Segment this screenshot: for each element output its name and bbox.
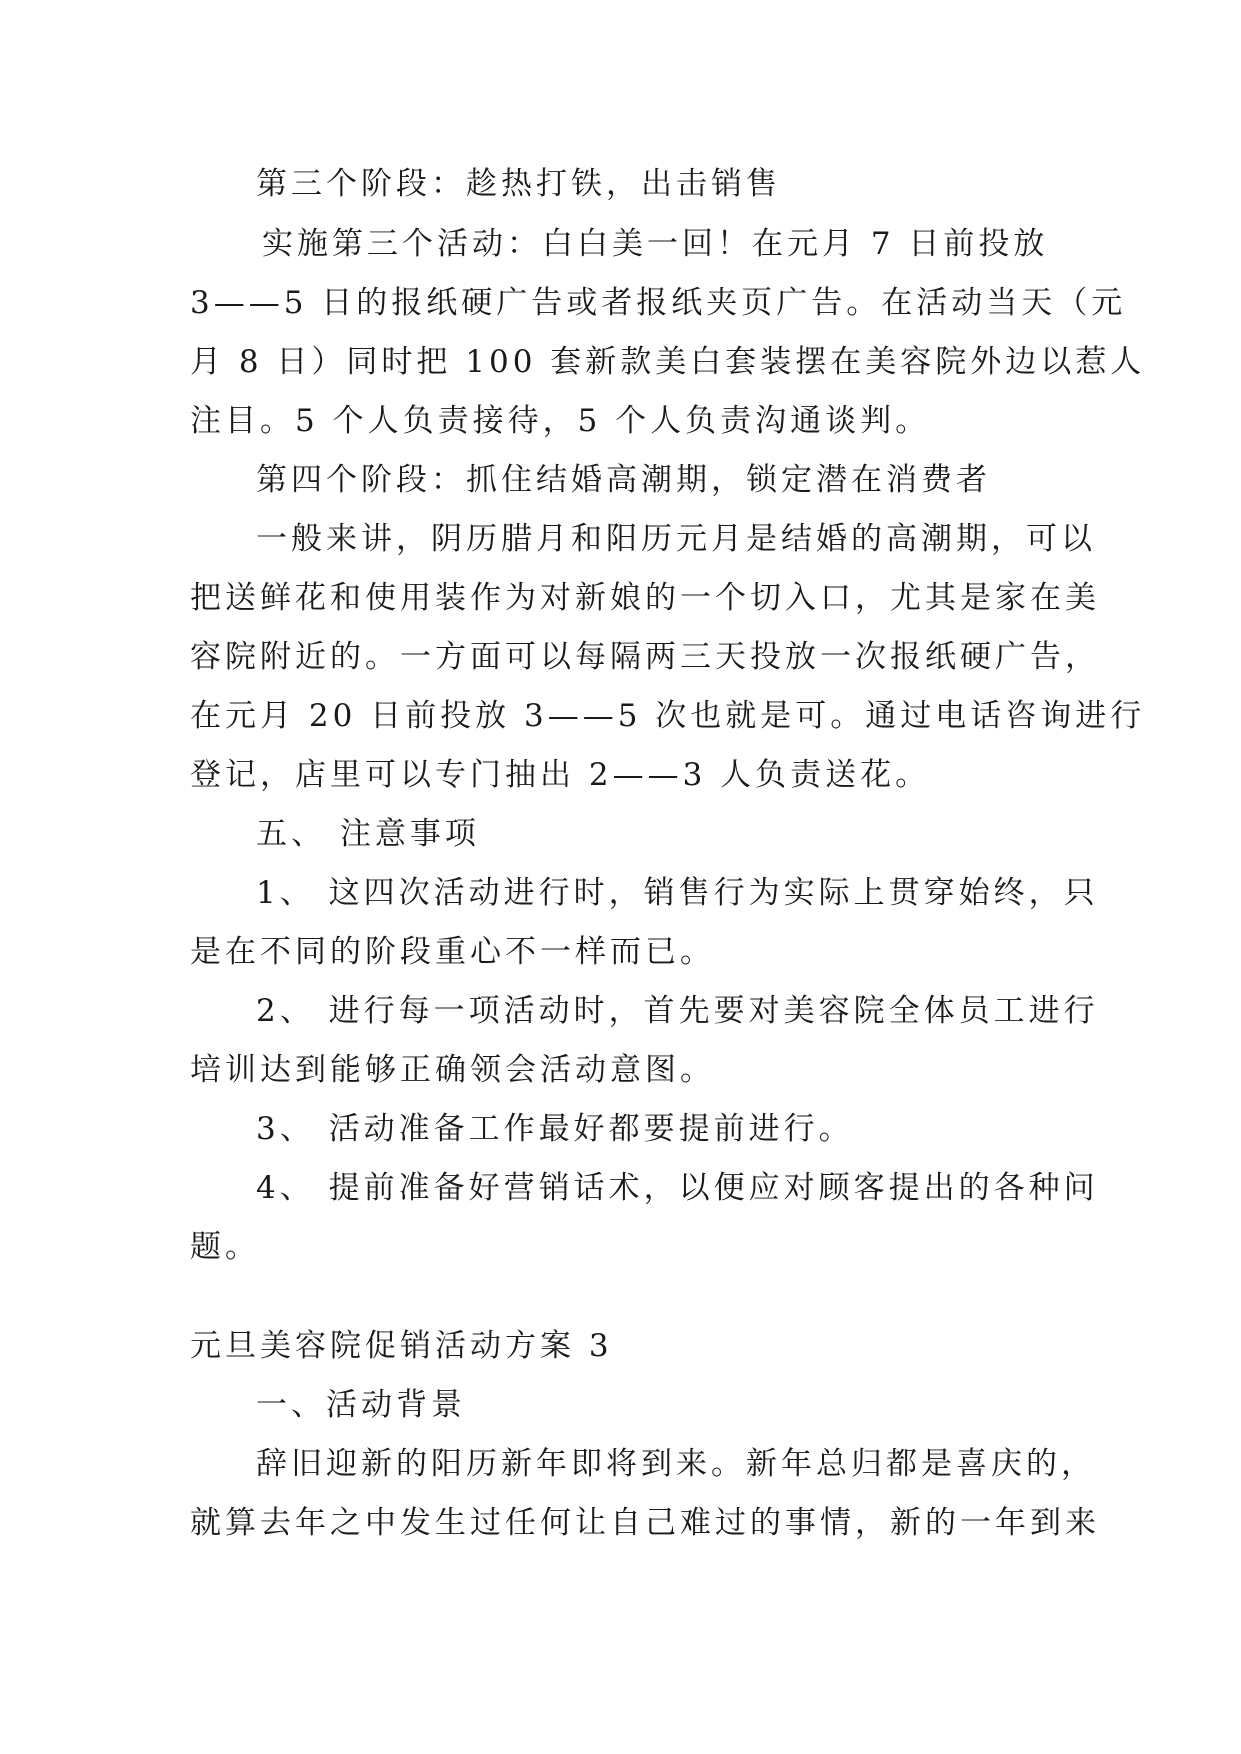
heading-stage-three: 第三个阶段：趁热打铁，出击销售 [256, 166, 781, 202]
list-item: 4、 提前准备好营销话术，以便应对顾客提出的各种问 [256, 1170, 1099, 1206]
list-item-continuation: 是在不同的阶段重心不一样而已。 [190, 934, 715, 970]
paragraph-line: 一般来讲，阴历腊月和阳历元月是结婚的高潮期，可以 [256, 521, 1096, 557]
paragraph-line: 辞旧迎新的阳历新年即将到来。新年总归都是喜庆的， [256, 1446, 1096, 1482]
list-item-continuation: 题。 [190, 1229, 260, 1265]
paragraph-line: 月 8 日）同时把 100 套新款美白套装摆在美容院外边以惹人 [190, 344, 1146, 380]
heading-notes: 五、 注意事项 [256, 816, 480, 852]
paragraph-line: 容院附近的。一方面可以每隔两三天投放一次报纸硬广告， [190, 639, 1100, 675]
paragraph-line: 注目。5 个人负责接待，5 个人负责沟通谈判。 [190, 403, 931, 439]
list-item: 2、 进行每一项活动时，首先要对美容院全体员工进行 [256, 993, 1099, 1029]
section-title: 元旦美容院促销活动方案 3 [190, 1328, 613, 1364]
paragraph-line: 3——5 日的报纸硬广告或者报纸夹页广告。在活动当天（元 [190, 285, 1127, 321]
paragraph-line: 就算去年之中发生过任何让自己难过的事情，新的一年到来 [190, 1505, 1100, 1541]
paragraph-line: 登记，店里可以专门抽出 2——3 人负责送花。 [190, 757, 931, 793]
list-item: 3、 活动准备工作最好都要提前进行。 [256, 1111, 854, 1147]
heading-stage-four: 第四个阶段：抓住结婚高潮期，锁定潜在消费者 [256, 462, 991, 498]
list-item-continuation: 培训达到能够正确领会活动意图。 [190, 1052, 715, 1088]
list-item: 1、 这四次活动进行时，销售行为实际上贯穿始终，只 [256, 875, 1099, 911]
paragraph-line: 实施第三个活动：白白美一回！在元月 7 日前投放 [262, 226, 1049, 262]
paragraph-line: 在元月 20 日前投放 3——5 次也就是可。通过电话咨询进行 [190, 698, 1146, 734]
heading-background: 一、活动背景 [256, 1387, 466, 1423]
paragraph-line: 把送鲜花和使用装作为对新娘的一个切入口，尤其是家在美 [190, 580, 1100, 616]
